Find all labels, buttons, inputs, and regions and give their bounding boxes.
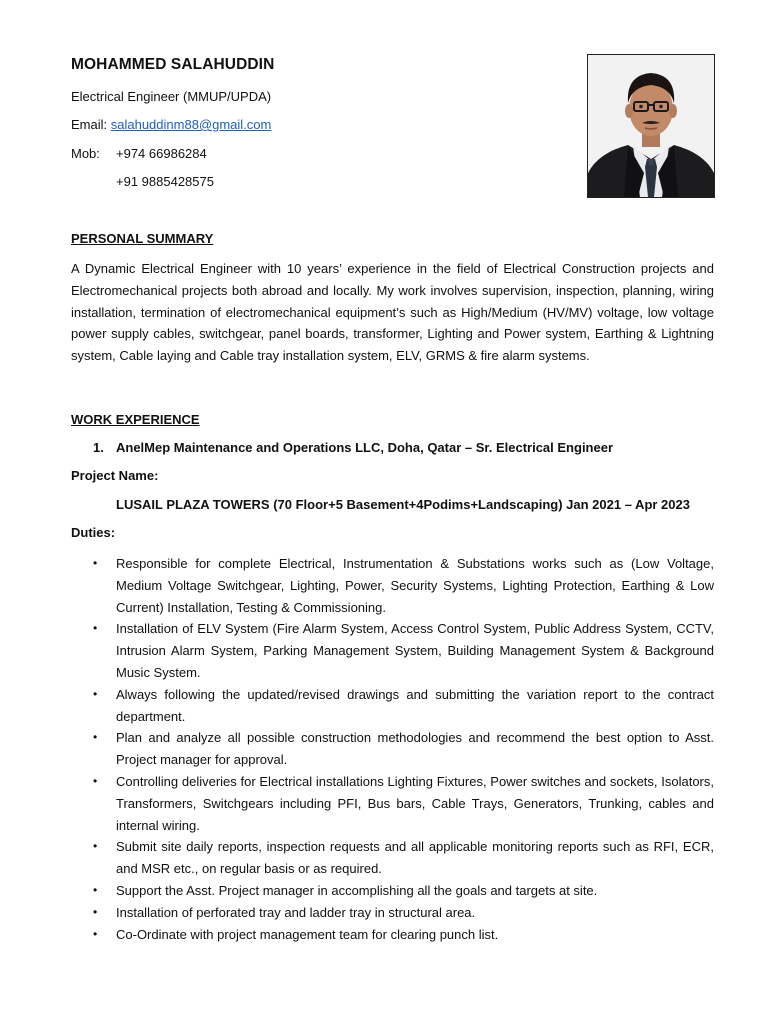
duty-item (71, 727, 714, 771)
mobile-label: Mob: (71, 146, 100, 161)
duty-text: Responsible for complete Electrical, Instrumentation & Substations works such as (Low Voltage, Medium Voltage Switchgear, Lighting, Power, Security Systems, Lighting Protection, Earthing & Low Current) Installation, Testing & Commissioning. (116, 556, 714, 615)
duty-item (71, 924, 714, 946)
email-label: Email: (71, 117, 108, 132)
bullet-icon: • (93, 926, 98, 941)
duties-label: Duties: (71, 525, 116, 540)
duty-text: Installation of perforated tray and ladder tray in structural area. (116, 904, 476, 920)
bullet-icon: • (93, 773, 98, 788)
duties-list (71, 553, 714, 945)
profile-photo (587, 54, 715, 198)
duty-text: Submit site daily reports, inspection requests and all applicable monitoring reports such as RFI, ECR, and MSR etc., on regular basis or as required. (116, 839, 714, 877)
project-name: LUSAIL PLAZA TOWERS (70 Floor+5 Basement+4Podims+Landscaping) Jan 2021 – Apr 2023 (116, 497, 690, 512)
job-title-company: AnelMep Maintenance and Operations LLC, Doha, Qatar – Sr. Electrical Engineer (116, 440, 614, 455)
duty-text: Plan and analyze all possible construction methodologies and recommend the best option to Asst. Project manager for approval. (116, 730, 714, 768)
project-name-label: Project Name: (71, 468, 159, 483)
bullet-icon: • (93, 730, 98, 745)
bullet-icon: • (93, 882, 98, 897)
mobile-line (71, 146, 207, 161)
duty-item (71, 880, 714, 902)
bullet-icon: • (93, 904, 98, 919)
email-link[interactable]: salahuddinm88@gmail.com (110, 117, 272, 132)
bullet-icon: • (93, 839, 98, 854)
duty-text: Installation of ELV System (Fire Alarm System, Access Control System, Public Address System, CCTV, Intrusion Alarm System, Parking Management System, Building Management System & Background Music System. (116, 621, 714, 680)
duty-item (71, 618, 714, 683)
email-line (71, 117, 271, 132)
duty-text: Always following the updated/revised drawings and submitting the variation report to the contract department. (116, 686, 714, 724)
phone-number-1: +974 66986284 (116, 146, 207, 161)
bullet-icon: • (93, 556, 98, 570)
personal-summary-heading: PERSONAL SUMMARY (71, 231, 214, 246)
duty-text: Controlling deliveries for Electrical installations Lighting Fixtures, Power switches and sockets, Isolators, Transformers, Switchgears including PFI, Bus bars, Cable Trays, Generators, Trunking, cables and internal wiring. (116, 773, 714, 833)
duty-text: Co-Ordinate with project management team for clearing punch list. (116, 926, 499, 942)
phone-number-2: +91 9885428575 (116, 174, 214, 189)
profile-photo-image (588, 55, 714, 197)
duty-item (71, 771, 714, 836)
duty-item (71, 553, 714, 618)
work-experience-heading: WORK EXPERIENCE (71, 412, 200, 427)
duty-item (71, 684, 714, 728)
bullet-icon: • (93, 621, 98, 636)
duty-item (71, 902, 714, 924)
job-title: Electrical Engineer (MMUP/UPDA) (71, 89, 272, 104)
bullet-icon: • (93, 686, 98, 701)
personal-summary-text: A Dynamic Electrical Engineer with 10 years’ experience in the field of Electrical Construction projects and Electromechanical projects both abroad and locally. My work involves supervision, inspection, planning, wiring installation, termination of electromechanical equipment’s such as High/Medium (HV/MV) voltage, low voltage power supply cables, switchgear, panel boards, transformer, Lighting and Power system, Earthing & Lightning system, Cable laying and Cable tray installation system, ELV, GRMS & fire alarm systems. (71, 261, 714, 364)
candidate-name: MOHAMMED SALAHUDDIN (71, 56, 275, 73)
duty-item (71, 836, 714, 880)
job-entry-title (93, 440, 613, 455)
duty-text: Support the Asst. Project manager in accomplishing all the goals and targets at site. (116, 882, 598, 898)
job-number: 1. (93, 440, 104, 455)
